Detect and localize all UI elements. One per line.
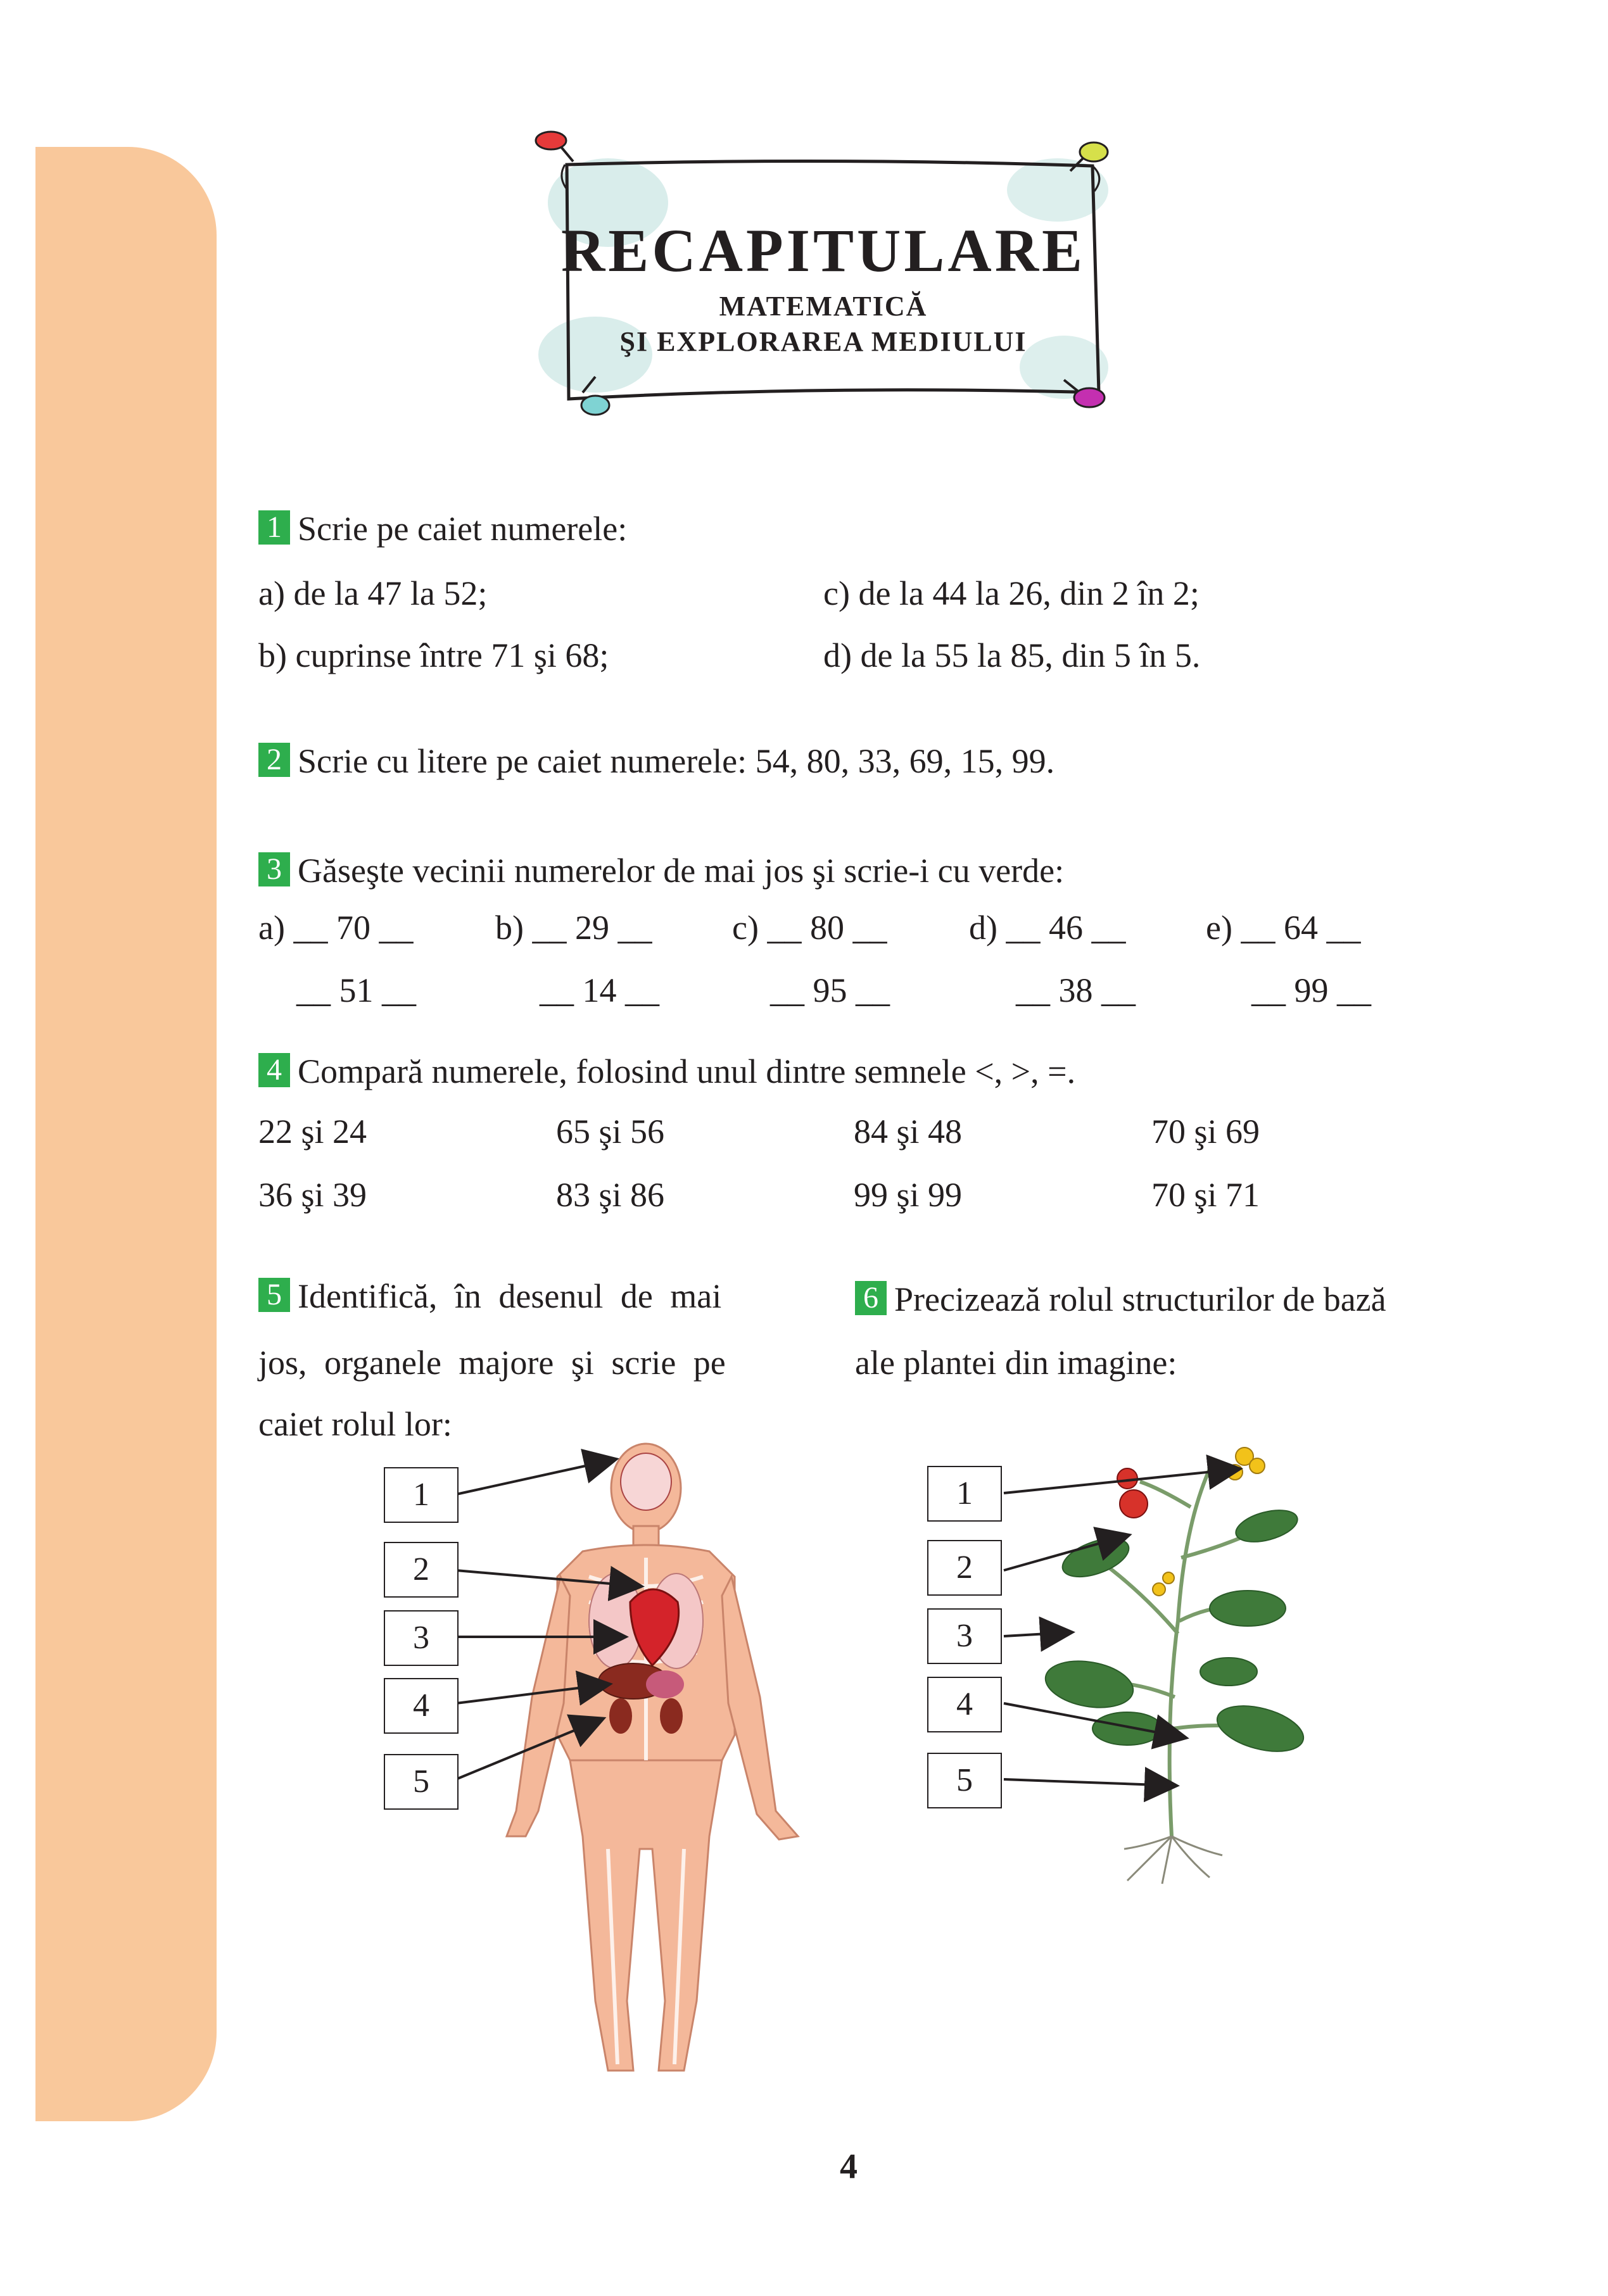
page-number: 4: [840, 2147, 858, 2186]
exercise-2-prompt: [258, 744, 1054, 778]
exercise-1-item-a: a) de la 47 la 52;: [258, 574, 488, 612]
pin-icon: [536, 132, 573, 161]
compare-item: 70 şi 71: [1151, 1176, 1260, 1214]
prompt-text: Identifică, în desenul de mai: [298, 1277, 722, 1315]
plant-label-box: 5: [927, 1753, 1002, 1808]
prompt-text: Precizează rolul structurilor de bază: [894, 1280, 1386, 1318]
compare-item: 84 şi 48: [854, 1113, 963, 1151]
prompt-text: Scrie cu litere pe caiet numerele: 54, 80, 33, 69, 15, 99.: [298, 742, 1055, 780]
plant-label-box: 1: [927, 1466, 1002, 1522]
compare-item: 65 şi 56: [556, 1113, 665, 1151]
exercise-number-badge: 4: [258, 1053, 290, 1087]
body-label-box: 1: [384, 1467, 459, 1523]
exercise-5-line3: caiet rolul lor:: [258, 1405, 452, 1443]
exercise-1-prompt: [258, 512, 627, 546]
exercise-number-badge: 1: [258, 510, 290, 545]
exercise-number-badge: 2: [258, 743, 290, 777]
neighbor-item: c) __ 80 __: [732, 909, 887, 947]
banner-subtitle: ŞI EXPLORAREA MEDIULUI: [619, 326, 1027, 357]
neighbor-item: __ 38 __: [1016, 971, 1136, 1009]
exercise-number-badge: 5: [258, 1278, 290, 1312]
plant-label-box: 3: [927, 1608, 1002, 1664]
page-title: RECAPITULARE: [560, 217, 1086, 284]
title-banner: [519, 127, 1127, 418]
body-label-box: 3: [384, 1610, 459, 1666]
compare-item: 22 şi 24: [258, 1113, 367, 1151]
exercise-4-prompt: [258, 1054, 1075, 1088]
exercise-6-prompt: [855, 1282, 1386, 1316]
exercise-1-item-c: c) de la 44 la 26, din 2 în 2;: [823, 574, 1200, 612]
plant-label-box: 4: [927, 1677, 1002, 1732]
exercise-5-prompt: [258, 1279, 721, 1313]
plant-arrows: [1001, 1431, 1330, 1836]
neighbor-item: __ 14 __: [540, 971, 659, 1009]
exercise-5-line2: jos, organele majore şi scrie pe: [258, 1344, 726, 1382]
body-label-box: 5: [384, 1754, 459, 1810]
neighbor-item: __ 95 __: [770, 971, 890, 1009]
exercise-6-line2: ale plantei din imagine:: [855, 1344, 1177, 1382]
body-label-box: 2: [384, 1542, 459, 1598]
prompt-text: Compară numerele, folosind unul dintre semnele <, >, =.: [298, 1052, 1076, 1090]
neighbor-item: __ 99 __: [1251, 971, 1371, 1009]
neighbor-item: a) __ 70 __: [258, 909, 414, 947]
neighbor-item: b) __ 29 __: [495, 909, 652, 947]
exercise-3-prompt: [258, 854, 1064, 888]
exercise-1-item-b: b) cuprinse între 71 şi 68;: [258, 636, 609, 674]
plant-label-box: 2: [927, 1540, 1002, 1596]
prompt-text: Găseşte vecinii numerelor de mai jos şi scrie-i cu verde:: [298, 852, 1065, 890]
body-label-box: 4: [384, 1678, 459, 1734]
side-tab: [35, 147, 217, 2121]
exercise-1-item-d: d) de la 55 la 85, din 5 în 5.: [823, 636, 1201, 674]
neighbor-item: __ 51 __: [296, 971, 416, 1009]
prompt-text: Scrie pe caiet numerele:: [298, 510, 628, 548]
compare-item: 83 şi 86: [556, 1176, 665, 1214]
compare-item: 99 şi 99: [854, 1176, 963, 1214]
neighbor-item: d) __ 46 __: [969, 909, 1126, 947]
exercise-number-badge: 6: [855, 1281, 887, 1315]
exercise-number-badge: 3: [258, 852, 290, 886]
compare-item: 70 şi 69: [1151, 1113, 1260, 1151]
banner-subtitle: MATEMATICĂ: [719, 291, 928, 322]
compare-item: 36 şi 39: [258, 1176, 367, 1214]
neighbor-item: e) __ 64 __: [1206, 909, 1361, 947]
